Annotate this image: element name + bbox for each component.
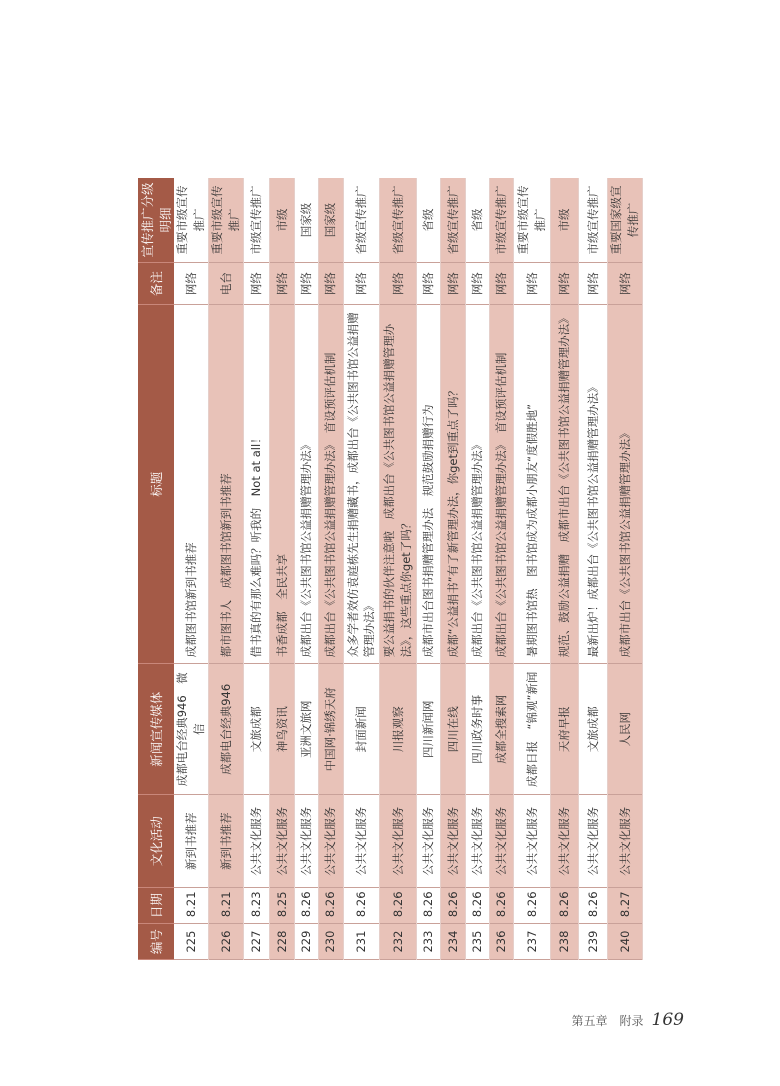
page-footer <box>572 1010 684 1030</box>
table-row <box>489 178 513 960</box>
row-title: 借书真的有那么难吗？听我的 Not at all！ <box>243 305 269 664</box>
chapter-label: 第五章 附录 <box>571 1014 644 1028</box>
row-media: 四川新闻网 <box>416 664 440 795</box>
row-media: 四川政务时事 <box>465 664 489 795</box>
row-note: 网络 <box>243 263 269 305</box>
row-date: 8.26 <box>550 888 578 924</box>
row-level: 省级 <box>465 178 489 263</box>
row-activity: 公共文化服务 <box>380 795 417 888</box>
row-note: 网络 <box>514 263 551 305</box>
media-coverage-table <box>138 178 643 960</box>
column-header: 日期 <box>138 888 174 924</box>
row-note: 网络 <box>294 263 318 305</box>
row-level: 国家级 <box>319 178 343 263</box>
row-note: 网络 <box>380 263 417 305</box>
row-note: 网络 <box>270 263 294 305</box>
row-date: 8.26 <box>441 888 465 924</box>
row-activity: 公共文化服务 <box>416 795 440 888</box>
row-media: 成都电台经典946 微信 <box>174 664 208 795</box>
row-title: 成都出台《公共图书馆公益捐赠管理办法》 首设预评估机制 <box>489 305 513 664</box>
table-row <box>416 178 440 960</box>
row-date: 8.26 <box>319 888 343 924</box>
row-number: 230 <box>319 924 343 960</box>
row-date: 8.26 <box>465 888 489 924</box>
row-activity: 新到书推荐 <box>208 795 243 888</box>
row-date: 8.26 <box>579 888 607 924</box>
row-date: 8.27 <box>607 888 642 924</box>
row-number: 228 <box>270 924 294 960</box>
row-level: 国家级 <box>294 178 318 263</box>
row-title: 成都出台《公共图书馆公益捐赠管理办法》 <box>294 305 318 664</box>
table-row <box>208 178 243 960</box>
table-row <box>465 178 489 960</box>
row-title: 暑期图书馆热 图书馆成为成都小朋友“度假胜地” <box>514 305 551 664</box>
table-row <box>319 178 343 960</box>
row-media: 封面新闻 <box>343 664 380 795</box>
column-header: 新闻宣传媒体 <box>138 664 174 795</box>
row-activity: 公共文化服务 <box>243 795 269 888</box>
row-activity: 公共文化服务 <box>343 795 380 888</box>
row-number: 225 <box>174 924 208 960</box>
row-level: 省级宣传推广 <box>343 178 380 263</box>
row-title: 规范、鼓励公益捐赠 成都市出台《公共图书馆公益捐赠管理办法》 <box>550 305 578 664</box>
row-activity: 公共文化服务 <box>294 795 318 888</box>
row-note: 网络 <box>441 263 465 305</box>
row-number: 235 <box>465 924 489 960</box>
row-number: 231 <box>343 924 380 960</box>
row-number: 232 <box>380 924 417 960</box>
row-media: 四川在线 <box>441 664 465 795</box>
table-row <box>579 178 607 960</box>
row-media: 成都全搜索网 <box>489 664 513 795</box>
row-level: 市级 <box>550 178 578 263</box>
table-row <box>441 178 465 960</box>
row-activity: 公共文化服务 <box>550 795 578 888</box>
row-number: 238 <box>550 924 578 960</box>
row-date: 8.25 <box>270 888 294 924</box>
row-media: 亚洲文旅网 <box>294 664 318 795</box>
row-title: 成都图书馆新到书推荐 <box>174 305 208 664</box>
column-header: 文化活动 <box>138 795 174 888</box>
row-level: 市级宣传推广 <box>489 178 513 263</box>
row-date: 8.23 <box>243 888 269 924</box>
column-header: 宣传推广分级明细 <box>138 178 174 263</box>
row-level: 重要市级宣传推广 <box>514 178 551 263</box>
row-level: 市级宣传推广 <box>579 178 607 263</box>
row-activity: 公共文化服务 <box>579 795 607 888</box>
row-note: 网络 <box>319 263 343 305</box>
row-level: 重要市级宣传推广 <box>174 178 208 263</box>
row-note: 网络 <box>607 263 642 305</box>
row-date: 8.21 <box>174 888 208 924</box>
row-date: 8.26 <box>380 888 417 924</box>
column-header: 备注 <box>138 263 174 305</box>
row-title: 众多学者效仿袁庭栋先生捐赠藏书，成都出台《公共图书馆公益捐赠管理办法》 <box>343 305 380 664</box>
table-row <box>380 178 417 960</box>
row-level: 重要国家级宣传推广 <box>607 178 642 263</box>
row-title: 成都市出台《公共图书馆公益捐赠管理办法》 <box>607 305 642 664</box>
row-note: 网络 <box>174 263 208 305</box>
row-number: 234 <box>441 924 465 960</box>
row-title: 成都市出台图书捐赠管理办法 规范鼓励捐赠行为 <box>416 305 440 664</box>
row-number: 239 <box>579 924 607 960</box>
row-activity: 公共文化服务 <box>489 795 513 888</box>
table-row <box>294 178 318 960</box>
row-title: 最新出炉！成都出台《公共图书馆公益捐赠管理办法》 <box>579 305 607 664</box>
row-level: 省级宣传推广 <box>441 178 465 263</box>
row-number: 227 <box>243 924 269 960</box>
table-row <box>174 178 208 960</box>
row-activity: 公共文化服务 <box>441 795 465 888</box>
row-activity: 公共文化服务 <box>514 795 551 888</box>
row-activity: 新到书推荐 <box>174 795 208 888</box>
row-media: 中国网·锦绣天府 <box>319 664 343 795</box>
row-activity: 公共文化服务 <box>465 795 489 888</box>
row-media: 人民网 <box>607 664 642 795</box>
row-number: 240 <box>607 924 642 960</box>
row-media: 神鸟资讯 <box>270 664 294 795</box>
row-media: 川报观察 <box>380 664 417 795</box>
table-row <box>243 178 269 960</box>
table-row <box>607 178 642 960</box>
row-note: 网络 <box>550 263 578 305</box>
column-header: 编号 <box>138 924 174 960</box>
row-date: 8.26 <box>514 888 551 924</box>
table-row <box>550 178 578 960</box>
row-media: 成都日报 “锦观”新闻 <box>514 664 551 795</box>
row-title: 要公益捐书的伙伴注意啦 成都出台《公共图书馆公益捐赠管理办法》，这些重点你get了吗？ <box>380 305 417 664</box>
row-number: 236 <box>489 924 513 960</box>
row-activity: 公共文化服务 <box>270 795 294 888</box>
row-media: 成都电台经典946 <box>208 664 243 795</box>
row-level: 市级 <box>270 178 294 263</box>
row-date: 8.26 <box>343 888 380 924</box>
row-title: 成都出台《公共图书馆公益捐赠管理办法》 首设预评估机制 <box>319 305 343 664</box>
row-title: 成都“公益捐书”有了新管理办法，你get到重点了吗？ <box>441 305 465 664</box>
row-level: 省级 <box>416 178 440 263</box>
row-date: 8.26 <box>294 888 318 924</box>
row-level: 重要市级宣传推广 <box>208 178 243 263</box>
row-activity: 公共文化服务 <box>319 795 343 888</box>
table-row <box>343 178 380 960</box>
row-number: 233 <box>416 924 440 960</box>
page-number: 169 <box>651 1010 684 1030</box>
row-date: 8.21 <box>208 888 243 924</box>
row-media: 文旅成都 <box>579 664 607 795</box>
row-activity: 公共文化服务 <box>607 795 642 888</box>
row-title: 书香成都 全民共享 <box>270 305 294 664</box>
row-note: 电台 <box>208 263 243 305</box>
row-note: 网络 <box>489 263 513 305</box>
row-date: 8.26 <box>416 888 440 924</box>
rotated-table-container <box>138 178 643 960</box>
row-number: 226 <box>208 924 243 960</box>
table-row <box>514 178 551 960</box>
row-level: 市级宣传推广 <box>243 178 269 263</box>
row-note: 网络 <box>343 263 380 305</box>
row-media: 天府早报 <box>550 664 578 795</box>
table-header-row <box>138 178 174 960</box>
row-date: 8.26 <box>489 888 513 924</box>
row-title: 都市图书人 成都图书馆新到书推荐 <box>208 305 243 664</box>
row-level: 省级宣传推广 <box>380 178 417 263</box>
table-row <box>270 178 294 960</box>
row-note: 网络 <box>579 263 607 305</box>
row-note: 网络 <box>465 263 489 305</box>
row-title: 成都出台《公共图书馆公益捐赠管理办法》 <box>465 305 489 664</box>
row-media: 文旅成都 <box>243 664 269 795</box>
row-note: 网络 <box>416 263 440 305</box>
row-number: 237 <box>514 924 551 960</box>
row-number: 229 <box>294 924 318 960</box>
column-header: 标题 <box>138 305 174 664</box>
